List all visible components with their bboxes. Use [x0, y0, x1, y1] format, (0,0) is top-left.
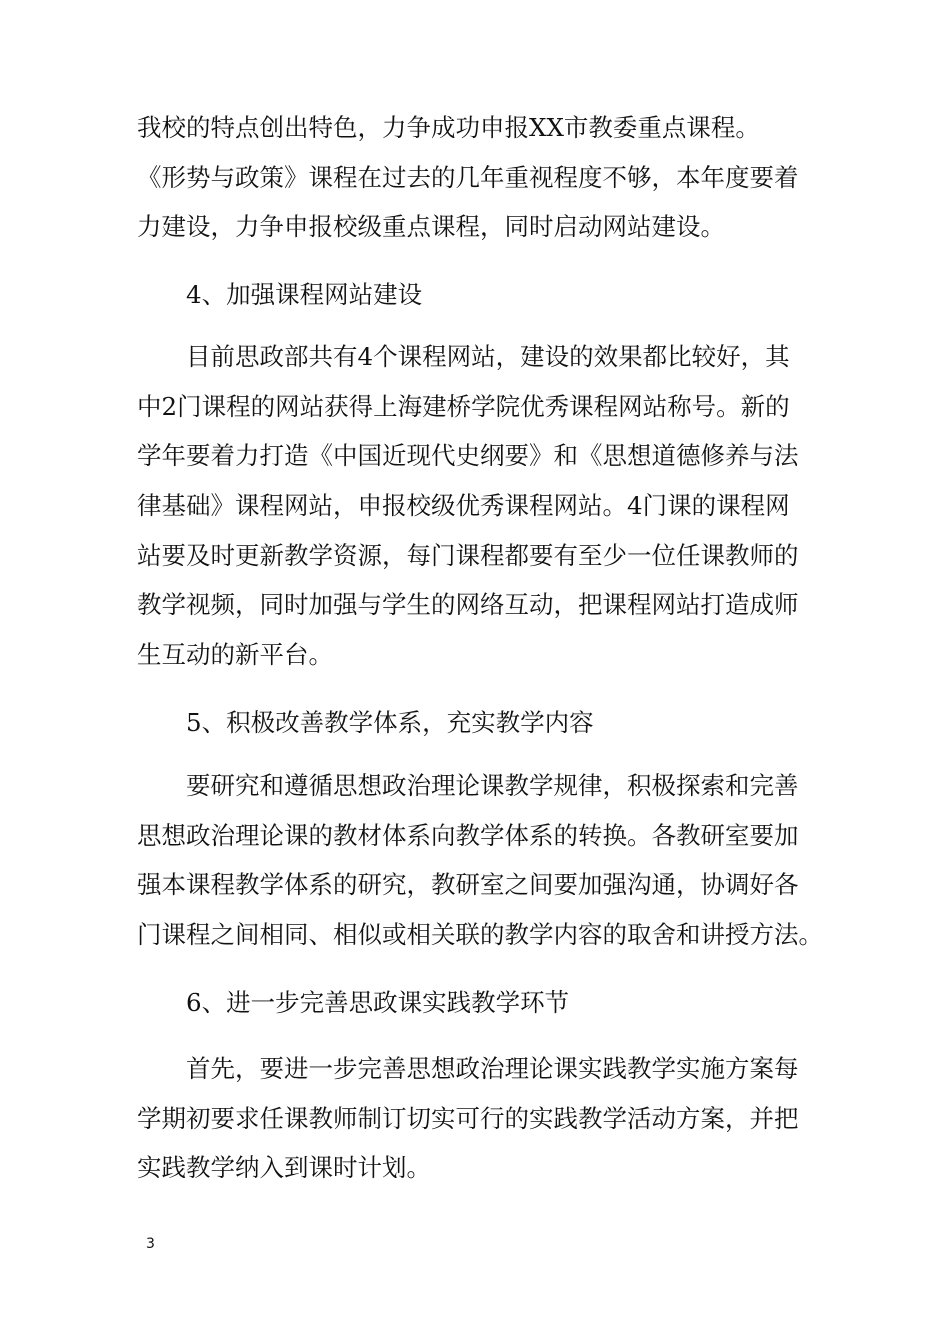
page-number: 3	[146, 1236, 155, 1252]
text-line: 思想政治理论课的教材体系向教学体系的转换。各教研室要加	[137, 820, 799, 850]
text-line: 门课程之间相同、相似或相关联的教学内容的取舍和讲授方法。	[137, 920, 823, 950]
text-line: 要研究和遵循思想政治理论课教学规律，积极探索和完善	[186, 771, 799, 800]
heading-text: 5、积极改善教学体系，充实教学内容	[186, 708, 594, 737]
text-line: 教学视频，同时加强与学生的网络互动，把课程网站打造成师	[137, 590, 799, 620]
text-line: 目前思政部共有4个课程网站，建设的效果都比较好，其	[186, 342, 790, 371]
text-line: 力建设，力争申报校级重点课程，同时启动网站建设。	[137, 212, 725, 242]
paragraph-teaching-system	[137, 761, 847, 960]
text-line: 生互动的新平台。	[137, 640, 333, 670]
text-line: 《形势与政策》课程在过去的几年重视程度不够，本年度要着	[137, 162, 799, 192]
heading-text: 6、进一步完善思政课实践教学环节	[186, 988, 570, 1017]
section-heading-4	[137, 270, 847, 320]
paragraph-course-websites	[137, 332, 847, 680]
text-line: 律基础》课程网站，申报校级优秀课程网站。4门课的课程网	[137, 491, 790, 521]
text-line: 首先，要进一步完善思想政治理论课实践教学实施方案每	[186, 1054, 799, 1083]
text-line: 我校的特点创出特色，力争成功申报XX市教委重点课程。	[137, 113, 760, 142]
section-heading-6	[137, 978, 847, 1028]
section-heading-5	[137, 698, 847, 748]
heading-text: 4、加强课程网站建设	[186, 280, 423, 309]
text-line: 强本课程教学体系的研究，教研室之间要加强沟通，协调好各	[137, 870, 799, 900]
text-line: 中2门课程的网站获得上海建桥学院优秀课程网站称号。新的	[137, 391, 790, 421]
text-line: 学年要着力打造《中国近现代史纲要》和《思想道德修养与法	[137, 441, 799, 471]
paragraph-practice-teaching	[137, 1044, 847, 1193]
paragraph-continuation	[137, 103, 847, 252]
text-line: 学期初要求任课教师制订切实可行的实践教学活动方案，并把	[137, 1103, 799, 1133]
text-line: 实践教学纳入到课时计划。	[137, 1153, 431, 1183]
text-line: 站要及时更新教学资源，每门课程都要有至少一位任课教师的	[137, 540, 799, 570]
